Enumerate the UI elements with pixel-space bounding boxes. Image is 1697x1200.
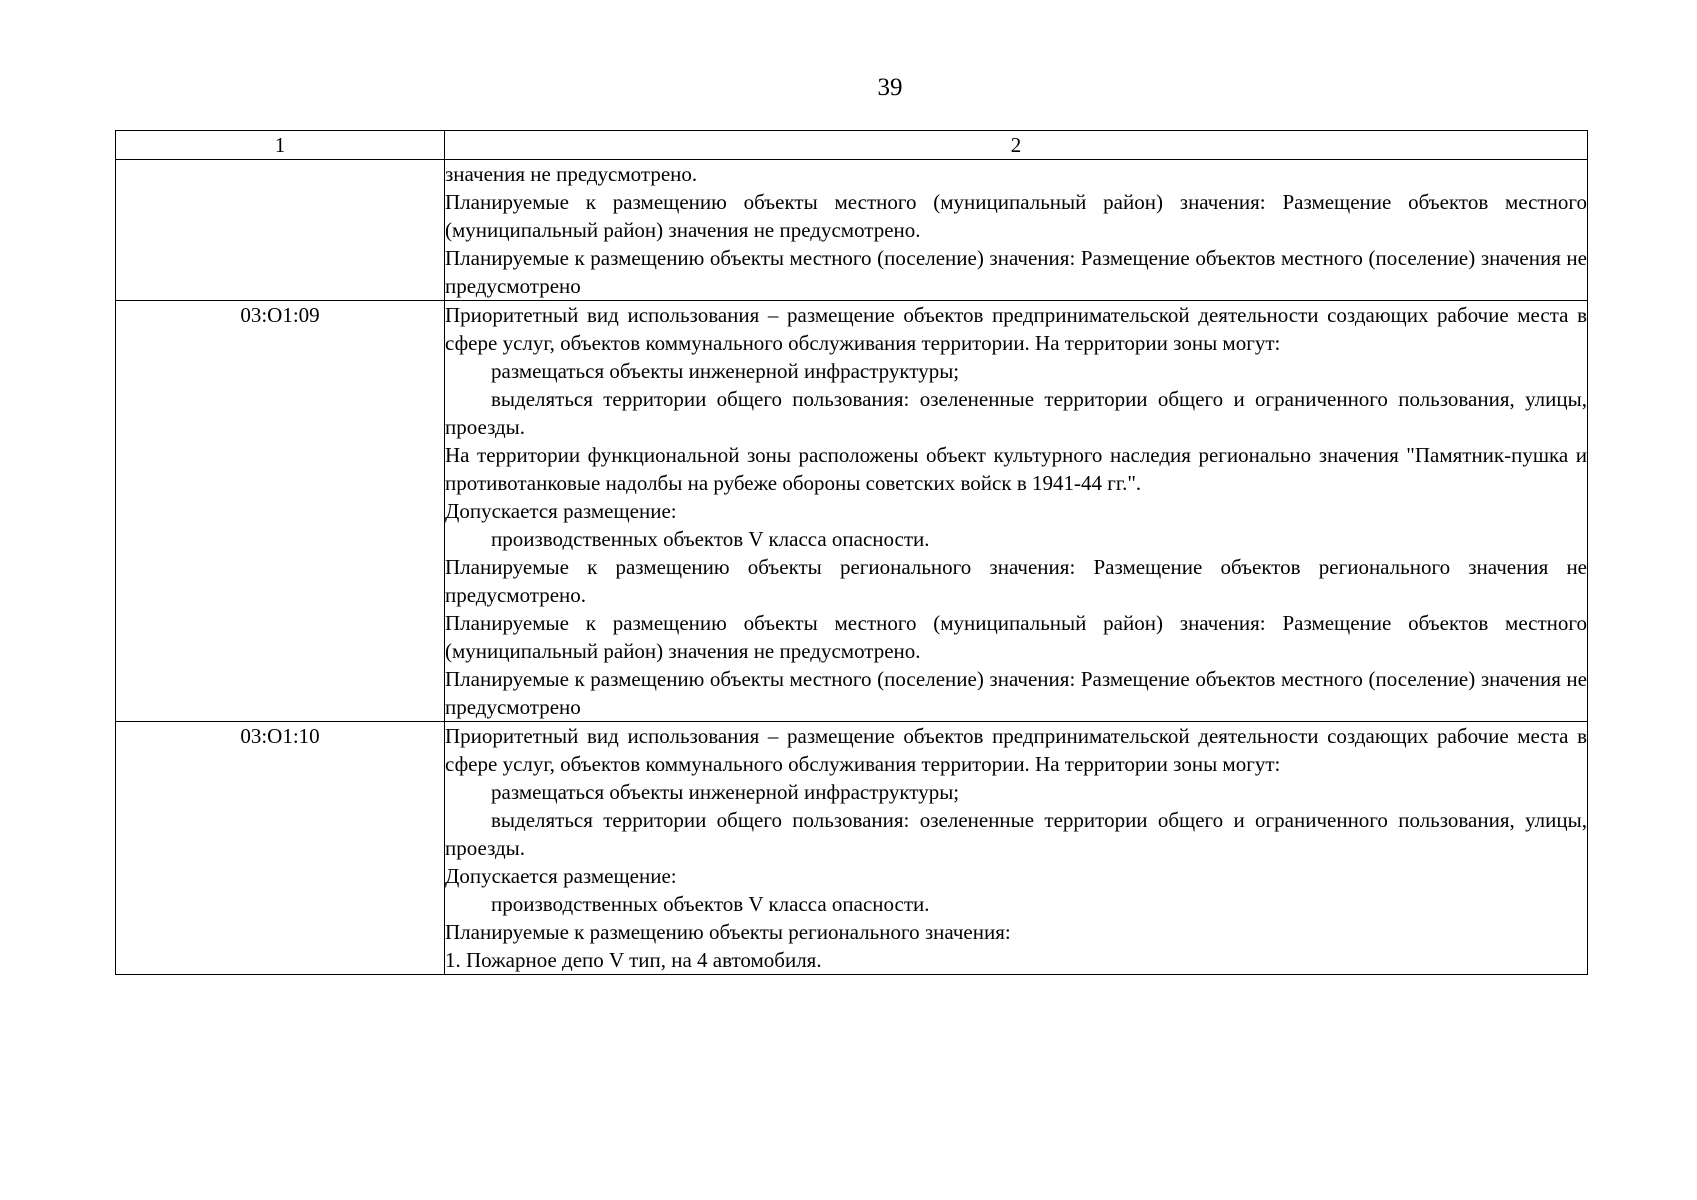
description-paragraph: Допускается размещение: [445, 864, 677, 888]
description-paragraph: Планируемые к размещению объекты местного (поселение) значения: Размещение объектов местного (поселение) значения не предусмотрено [445, 667, 1587, 719]
column-header-2: 2 [445, 131, 1588, 160]
description-paragraph: размещаться объекты инженерной инфраструктуры; [491, 359, 960, 383]
zones-table [115, 130, 1588, 975]
description-paragraph: выделяться территории общего пользования: озелененные территории общего и ограниченного пользования, улицы, проезды. [445, 808, 1587, 860]
description-paragraph: Планируемые к размещению объекты регионального значения: [445, 920, 1011, 944]
description-paragraph: производственных объектов V класса опасности. [491, 527, 930, 551]
description-paragraph: На территории функциональной зоны расположены объект культурного наследия регионально значения "Памятник-пушка и противотанковые надолбы на рубеже обороны советских войск в 1941-44 гг.". [445, 443, 1587, 495]
page-number: 39 [877, 74, 903, 101]
zone-description-cell [445, 160, 1588, 301]
description-paragraph: Планируемые к размещению объекты местного (муниципальный район) значения: Размещение объектов местного (муниципальный район) значения не предусмотрено. [445, 190, 1587, 242]
table-header-row [116, 131, 1588, 160]
zone-code-cell [116, 160, 445, 301]
zone-code-cell: 03:О1:10 [116, 722, 445, 975]
description-paragraph: производственных объектов V класса опасности. [491, 892, 930, 916]
description-paragraph: Планируемые к размещению объекты регионального значения: Размещение объектов регионального значения не предусмотрено. [445, 555, 1587, 607]
zone-code-cell: 03:О1:09 [116, 301, 445, 722]
description-paragraph: Приоритетный вид использования – размещение объектов предпринимательской деятельности создающих рабочие места в сфере услуг, объектов коммунального обслуживания территории. На территории зоны могут: [445, 724, 1587, 776]
description-paragraph: Допускается размещение: [445, 499, 677, 523]
description-paragraph: 1. Пожарное депо V тип, на 4 автомобиля. [445, 948, 822, 972]
description-paragraph: выделяться территории общего пользования: озелененные территории общего и ограниченного пользования, улицы, проезды. [445, 387, 1587, 439]
description-paragraph: размещаться объекты инженерной инфраструктуры; [491, 780, 960, 804]
column-header-1: 1 [116, 131, 445, 160]
zone-description-cell [445, 722, 1588, 975]
zone-description-cell [445, 301, 1588, 722]
description-paragraph: Приоритетный вид использования – размещение объектов предпринимательской деятельности создающих рабочие места в сфере услуг, объектов коммунального обслуживания территории. На территории зоны могут: [445, 303, 1587, 355]
description-paragraph: Планируемые к размещению объекты местного (поселение) значения: Размещение объектов местного (поселение) значения не предусмотрено [445, 246, 1587, 298]
table-row [116, 160, 1588, 301]
table-row [116, 301, 1588, 722]
description-paragraph: значения не предусмотрено. [445, 162, 698, 186]
description-paragraph: Планируемые к размещению объекты местного (муниципальный район) значения: Размещение объектов местного (муниципальный район) значения не предусмотрено. [445, 611, 1587, 663]
table-row [116, 722, 1588, 975]
